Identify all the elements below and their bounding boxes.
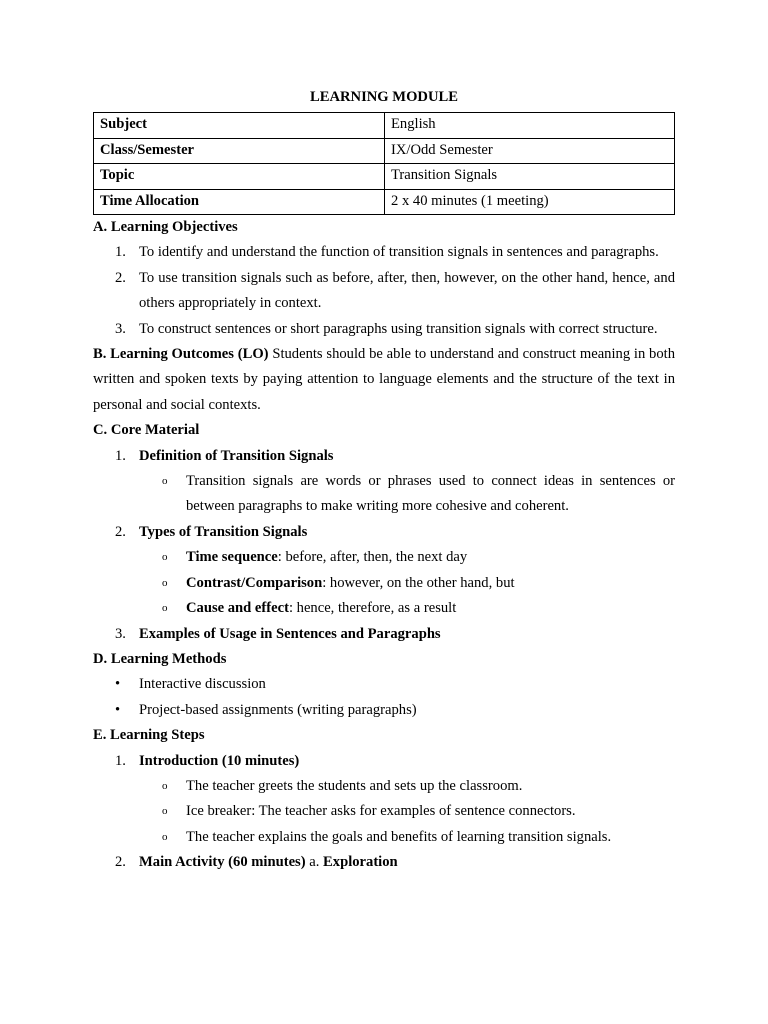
core-material-list bbox=[93, 520, 675, 545]
objectives-list bbox=[93, 240, 675, 342]
document-page bbox=[93, 86, 675, 876]
bullet-icon: • bbox=[115, 701, 121, 718]
section-b-paragraph bbox=[93, 342, 675, 418]
item-number: 1. bbox=[115, 752, 126, 769]
steps-list bbox=[93, 850, 675, 875]
sub-list-item bbox=[93, 799, 675, 824]
list-item bbox=[93, 317, 675, 342]
table-row bbox=[94, 138, 675, 164]
circle-bullet-icon: o bbox=[162, 805, 168, 818]
item-number: 2. bbox=[115, 854, 126, 871]
info-table bbox=[93, 112, 675, 215]
item-number: 1. bbox=[115, 244, 126, 261]
sub-item-bold: Time sequence bbox=[186, 549, 278, 566]
list-item bbox=[93, 240, 675, 265]
section-e-heading: E. Learning Steps bbox=[93, 727, 205, 744]
item-number: 2. bbox=[115, 269, 126, 286]
table-value: 2 x 40 minutes (1 meeting) bbox=[385, 189, 675, 215]
sub-item-text: Transition signals are words or phrases used to connect ideas in sentences or between paragraphs to make writing more cohesive and coherent. bbox=[186, 473, 675, 515]
sub-item-text: Ice breaker: The teacher asks for examples of sentence connectors. bbox=[186, 803, 576, 820]
item-number: 3. bbox=[115, 320, 126, 337]
sub-list-item bbox=[93, 571, 675, 596]
section-d-heading: D. Learning Methods bbox=[93, 650, 227, 667]
list-item bbox=[93, 266, 675, 317]
item-text: To identify and understand the function of transition signals in sentences and paragraphs. bbox=[139, 244, 659, 261]
sub-list-item bbox=[93, 774, 675, 799]
list-item bbox=[93, 850, 675, 875]
section-c-heading: C. Core Material bbox=[93, 422, 200, 439]
list-item bbox=[93, 444, 675, 469]
item-separator: a. bbox=[305, 854, 324, 871]
sub-list-item bbox=[93, 469, 675, 520]
table-row bbox=[94, 164, 675, 190]
circle-bullet-icon: o bbox=[162, 830, 168, 843]
list-item bbox=[93, 520, 675, 545]
section-b-text: Students should be able to understand and construct meaning in both written and spoken texts by paying attention to language elements and the structure of the text in personal and social contexts. bbox=[93, 346, 675, 413]
steps-list bbox=[93, 749, 675, 774]
sub-item-bold: Cause and effect bbox=[186, 600, 289, 617]
item-subtitle: Exploration bbox=[323, 854, 398, 871]
item-number: 2. bbox=[115, 523, 126, 540]
circle-bullet-icon: o bbox=[162, 576, 168, 589]
table-row bbox=[94, 113, 675, 139]
item-title: Types of Transition Signals bbox=[139, 523, 308, 540]
item-number: 1. bbox=[115, 447, 126, 464]
sub-list-item bbox=[93, 545, 675, 570]
bullet-icon: • bbox=[115, 676, 121, 693]
section-a-heading: A. Learning Objectives bbox=[93, 219, 238, 235]
list-item bbox=[93, 749, 675, 774]
item-text: To construct sentences or short paragraphs using transition signals with correct structure. bbox=[139, 320, 658, 337]
page-title: LEARNING MODULE bbox=[310, 89, 458, 105]
circle-bullet-icon: o bbox=[162, 779, 168, 792]
item-text: Project-based assignments (writing paragraphs) bbox=[139, 701, 417, 718]
table-value: IX/Odd Semester bbox=[385, 138, 675, 164]
sub-item-text: : however, on the other hand, but bbox=[322, 574, 515, 591]
list-item bbox=[93, 622, 675, 647]
item-text: To use transition signals such as before, after, then, however, on the other hand, hence, and others appropriately in context. bbox=[139, 269, 675, 312]
table-label: Time Allocation bbox=[94, 189, 385, 215]
list-item bbox=[93, 672, 675, 697]
table-label: Class/Semester bbox=[94, 138, 385, 164]
sub-item-bold: Contrast/Comparison bbox=[186, 574, 323, 591]
circle-bullet-icon: o bbox=[162, 551, 168, 564]
table-label: Topic bbox=[94, 164, 385, 190]
item-title: Examples of Usage in Sentences and Paragraphs bbox=[139, 625, 441, 642]
table-value: Transition Signals bbox=[385, 164, 675, 190]
item-title: Main Activity (60 minutes) bbox=[139, 854, 306, 871]
sub-list bbox=[93, 469, 675, 520]
circle-bullet-icon: o bbox=[162, 602, 168, 615]
sub-item-text: The teacher explains the goals and benefits of learning transition signals. bbox=[186, 828, 612, 845]
item-number: 3. bbox=[115, 625, 126, 642]
list-item bbox=[93, 698, 675, 723]
core-material-list bbox=[93, 622, 675, 647]
sub-list bbox=[93, 774, 675, 850]
sub-item-text: : before, after, then, the next day bbox=[277, 549, 468, 566]
table-label: Subject bbox=[94, 113, 385, 139]
table-row bbox=[94, 189, 675, 215]
item-title: Definition of Transition Signals bbox=[139, 447, 334, 464]
sub-item-text: : hence, therefore, as a result bbox=[288, 600, 457, 617]
core-material-list bbox=[93, 444, 675, 469]
item-text: Interactive discussion bbox=[139, 676, 266, 693]
sub-list-item bbox=[93, 596, 675, 621]
circle-bullet-icon: o bbox=[162, 475, 168, 488]
methods-list bbox=[93, 672, 675, 723]
sub-list bbox=[93, 545, 675, 621]
table-value: English bbox=[385, 113, 675, 139]
sub-list-item bbox=[93, 825, 675, 850]
section-b-heading: B. Learning Outcomes (LO) bbox=[93, 346, 269, 363]
item-title: Introduction (10 minutes) bbox=[139, 752, 300, 769]
sub-item-text: The teacher greets the students and sets up the classroom. bbox=[186, 777, 523, 794]
